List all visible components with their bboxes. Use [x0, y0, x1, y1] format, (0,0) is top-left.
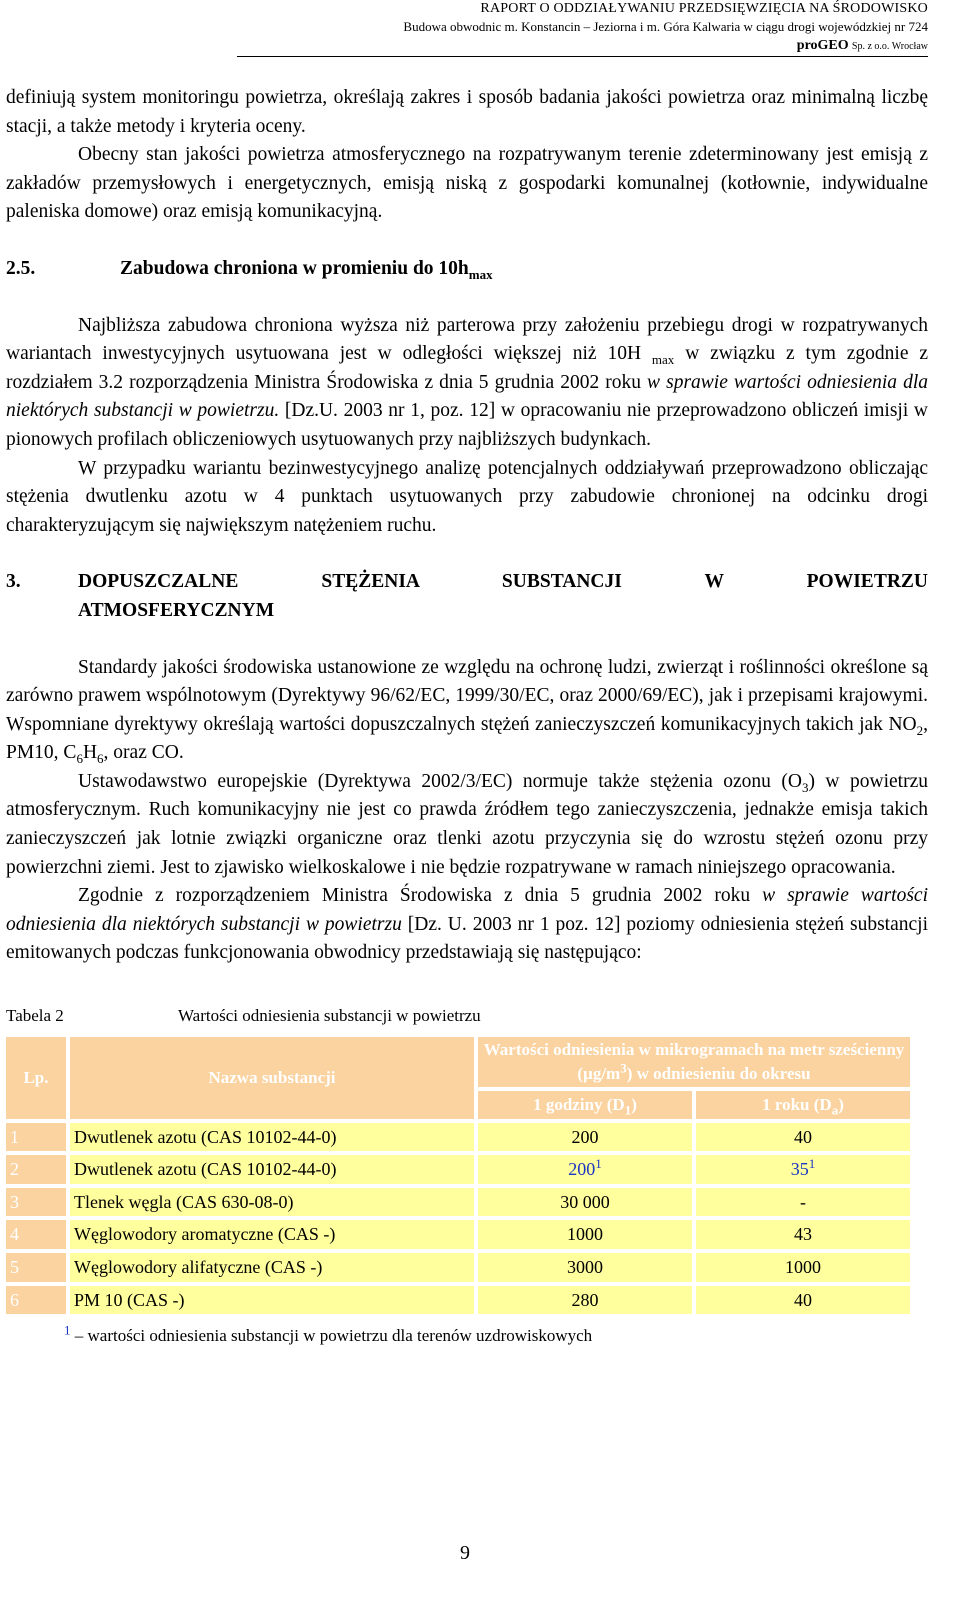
- paragraph: Obecny stan jakości powietrza atmosferycznego na rozpatrywanym terenie zdeterminowany jest emisją z zakładów przemysłowych i energetycznych, emisją niską z gospodarki komunalnej (kotłownie, indywidualne paleniska domowe) oraz emisją komunikacyjną.: [6, 144, 928, 223]
- cell-name: Węglowodory alifatyczne (CAS -): [70, 1253, 474, 1282]
- cell-lp: 4: [6, 1220, 66, 1249]
- reference-values-table: [2, 1033, 914, 1319]
- text: Najbliższa zabudowa chroniona wyższa niż parterowa przy założeniu przebiegu drogi w rozpatrywanych wariantach inwestycyjnych usytuowana jest w odległości większej niż 10H: [6, 314, 928, 365]
- subscript: 6: [97, 751, 104, 767]
- table-row: [6, 1220, 910, 1249]
- table-row: [6, 1123, 910, 1152]
- section-heading-2-5: [6, 255, 928, 284]
- text: µ: [583, 1063, 593, 1083]
- text: w związku z tym zgodnie z rozdziałem 3.2 rozporządzenia Ministra Środowiska z dnia 5 grudnia 2002 roku: [6, 343, 929, 393]
- paragraph: W przypadku wariantu bezinwestycyjnego analizę potencjalnych oddziaływań przeprowadzono obliczając stężenia dwutlenku azotu w 4 punktach usytuowanych przy zabudowie chronionej na odcinku drogi charakteryzującym się największym natężeniem ruchu.: [6, 457, 928, 536]
- cell-lp: 1: [6, 1123, 66, 1152]
- paragraph: definiują system monitoringu powietrza, określają zakres i sposób badania jakości powietrza oraz minimalną liczbę stacji, a także metody i kryteria oceny.: [6, 87, 928, 137]
- cell-1-year: 40: [696, 1123, 910, 1152]
- table-row: [6, 1286, 910, 1315]
- cell-1-hour: 1000: [478, 1220, 692, 1249]
- text: ) w odniesieniu do okresu: [626, 1063, 811, 1083]
- section-title-subscript: max: [468, 266, 493, 282]
- text: H: [82, 742, 98, 764]
- table-caption: [6, 1002, 928, 1031]
- header-substance-name: Nazwa substancji: [70, 1037, 474, 1119]
- footnote-text: – wartości odniesienia substancji w powietrzu dla terenów uzdrowiskowych: [70, 1326, 593, 1346]
- subscript: 1: [624, 1102, 632, 1118]
- text: 1 roku (D: [762, 1094, 832, 1114]
- paragraph: [6, 882, 928, 968]
- cell-name: Węglowodory aromatyczne (CAS -): [70, 1220, 474, 1249]
- company-location: Sp. z o.o. Wrocław: [851, 41, 928, 52]
- cell-1-year: [696, 1155, 910, 1184]
- company-brand: proGEO: [796, 38, 849, 53]
- text: [Dz.U. 2003 nr 1, poz. 12] w opracowaniu nie przeprowadzono obliczeń imisji w pionowych profilach obliczeniowych usytuowanych przy najbliższych budynkach.: [6, 400, 928, 450]
- value: 35: [790, 1159, 809, 1180]
- section-title-line2: ATMOSFERYCZNYM: [78, 599, 275, 621]
- cell-1-hour: [478, 1155, 692, 1184]
- cell-1-hour: 280: [478, 1286, 692, 1315]
- text: ): [838, 1094, 844, 1114]
- cell-1-year: 1000: [696, 1253, 910, 1282]
- text: g/m: [592, 1063, 621, 1083]
- header-lp: Lp.: [6, 1037, 66, 1119]
- cell-name: Dwutlenek azotu (CAS 10102-44-0): [70, 1123, 474, 1152]
- cell-1-hour: 3000: [478, 1253, 692, 1282]
- cell-lp: 3: [6, 1188, 66, 1217]
- text: ): [631, 1094, 637, 1114]
- italic-text: w sprawie wartości odniesienia dla niektórych substancji w powietrzu.: [6, 371, 928, 422]
- report-title: RAPORT O ODDZIAŁYWANIU PRZEDSIĘWZIĘCIA NA ŚRODOWISKO: [480, 1, 928, 16]
- subscript: a: [831, 1102, 839, 1118]
- cell-name: PM 10 (CAS -): [70, 1286, 474, 1315]
- table-row: [6, 1155, 910, 1184]
- text: 1 godziny (D: [533, 1094, 625, 1114]
- footnote-ref: 1: [595, 1156, 602, 1172]
- subscript: max: [651, 352, 675, 368]
- paragraph: [6, 654, 928, 768]
- page-number: 9: [460, 1542, 470, 1564]
- table-title: Wartości odniesienia substancji w powietrzu: [178, 1006, 481, 1026]
- cell-1-year: 43: [696, 1220, 910, 1249]
- table-row: [6, 1253, 910, 1282]
- table-row: [6, 1188, 910, 1217]
- cell-1-year: -: [696, 1188, 910, 1217]
- section-title-line1: DOPUSZCZALNE STĘŻENIA SUBSTANCJI W POWIETRZU: [78, 571, 928, 593]
- section-number: 2.5.: [6, 257, 36, 279]
- footnote-ref: 1: [808, 1156, 816, 1172]
- text: Ustawodawstwo europejskie (Dyrektywa 2002/3/EC) normuje także stężenia ozonu (O: [78, 770, 802, 792]
- cell-1-hour: 200: [478, 1123, 692, 1152]
- table-number: Tabela 2: [6, 1006, 64, 1026]
- cell-1-year: 40: [696, 1286, 910, 1315]
- paragraph: [6, 312, 928, 455]
- project-title: Budowa obwodnic m. Konstancin – Jeziorna i m. Góra Kalwaria w ciągu drogi wojewódzkiej nr 724: [403, 19, 928, 34]
- company-line: [237, 36, 928, 57]
- cell-lp: 6: [6, 1286, 66, 1315]
- cell-name: Tlenek węgla (CAS 630-08-0): [70, 1188, 474, 1217]
- cell-lp: 5: [6, 1253, 66, 1282]
- subscript: 3: [801, 779, 809, 795]
- table-header-row: [6, 1037, 910, 1087]
- section-number: 3.: [6, 571, 21, 593]
- header-1-hour: [478, 1091, 692, 1119]
- text: , oraz CO.: [103, 742, 184, 764]
- footnote-mark: 1: [64, 1322, 71, 1338]
- cell-lp: 2: [6, 1155, 66, 1184]
- table-footnote: [64, 1322, 928, 1351]
- cell-name: Dwutlenek azotu (CAS 10102-44-0): [70, 1155, 474, 1184]
- superscript: 3: [620, 1059, 627, 1075]
- header-1-year: [696, 1091, 910, 1119]
- subscript: 6: [76, 751, 83, 767]
- document-body: [6, 84, 928, 1351]
- header-reference-values: [478, 1037, 910, 1087]
- paragraph: [6, 768, 928, 882]
- italic-text: w sprawie wartości odniesienia dla niektórych substancji w powietrzu: [6, 885, 929, 935]
- text: , PM10, C: [6, 713, 928, 764]
- text: [Dz. U. 2003 nr 1 poz. 12] poziomy odniesienia stężeń substancji emitowanych podczas funkcjonowania obwodnicy przedstawiają się następująco:: [6, 913, 928, 964]
- page-header: [237, 0, 928, 57]
- text: Wartości odniesienia w mikrogramach na metr sześcienny (: [483, 1039, 905, 1083]
- subscript: 2: [916, 722, 924, 738]
- section-title: Zabudowa chroniona w promieniu do 10h: [120, 257, 469, 279]
- value: 200: [568, 1159, 596, 1180]
- text: Standardy jakości środowiska ustanowione ze względu na ochronę ludzi, zwierząt i roślinności określone są zarówno prawem wspólnotowym (Dyrektywy 96/62/EC, 1999/30/EC, oraz 2000/69/EC), jak i przepisami krajowymi. Wspomniane dyrektywy określają wartości dopuszczalnych stężeń zanieczyszczeń komunikacyjnych takich jak NO: [6, 656, 928, 735]
- text: Zgodnie z rozporządzeniem Ministra Środowiska z dnia 5 grudnia 2002 roku: [78, 885, 763, 907]
- section-heading-3: [6, 568, 928, 625]
- text: ) w powietrzu atmosferycznym. Ruch komunikacyjny nie jest co prawda źródłem tego zanieczyszczenia, jednakże emisja takich zanieczyszczeń jak lotnie związki organiczne oraz tlenki azotu przyczynia się do wzrostu stężeń ozonu przy powierzchni ziemi. Jest to zjawisko wielkoskalowe i nie będzie rozpatrywane w ramach niniejszego opracowania.: [6, 770, 928, 878]
- section-title: [78, 568, 928, 625]
- cell-1-hour: 30 000: [478, 1188, 692, 1217]
